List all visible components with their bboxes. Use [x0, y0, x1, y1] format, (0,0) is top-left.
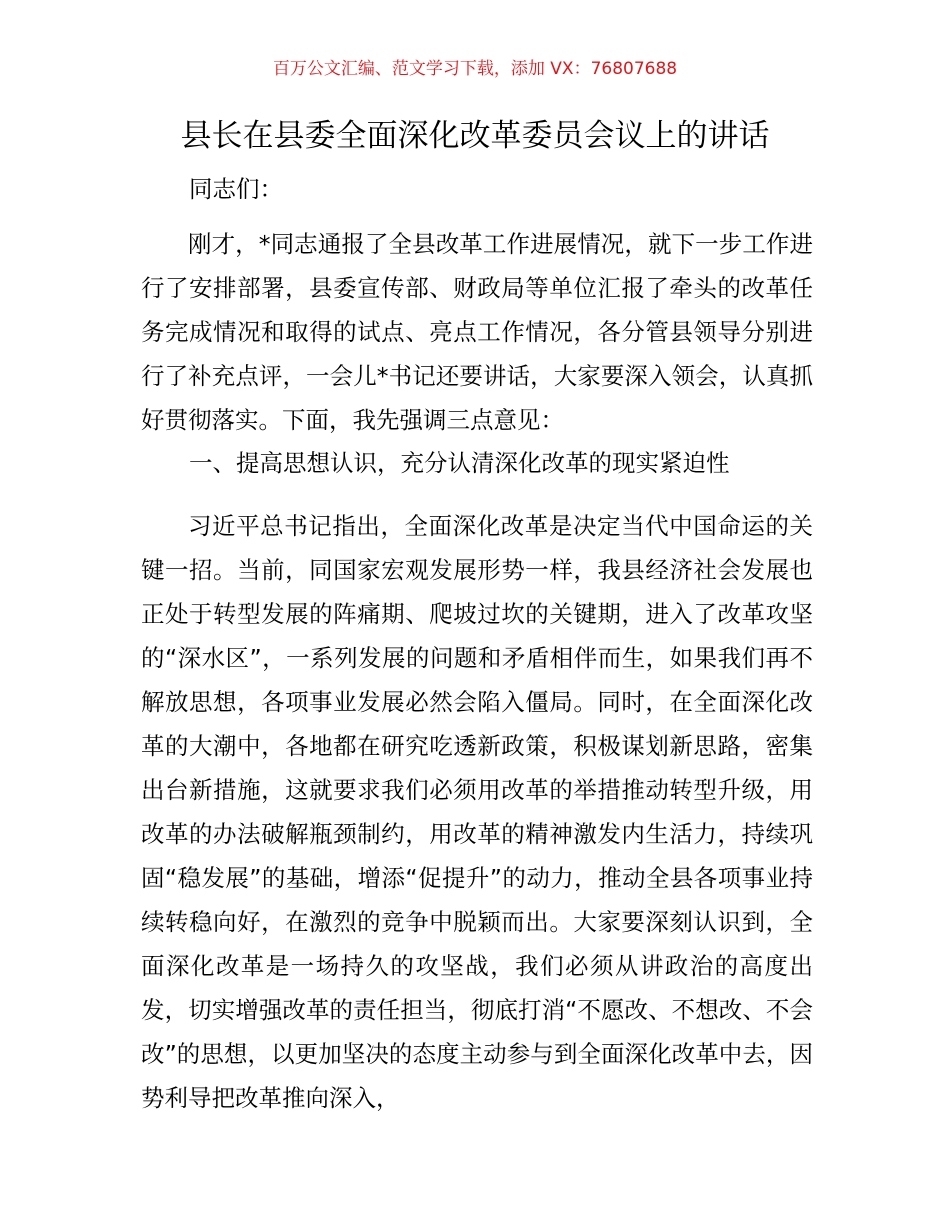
greeting: 同志们：	[189, 175, 283, 203]
paragraph: 习近平总书记指出，全面深化改革是决定当代中国命运的关键一招。当前，同国家宏观发展形势一样，我县经济社会发展也正处于转型发展的阵痛期、爬坡过坎的关键期，进入了改革攻坚的“深水区”，一系列发展的问题和矛盾相伴而生，如果我们再不解放思想，各项事业发展必然会陷入僵局。同时，在全面深化改革的大潮中，各地都在研究吃透新政策，积极谋划新思路，密集出台新措施，这就要求我们必须用改革的举措推动转型升级，用改革的办法破解瓶颈制约，用改革的精神激发内生活力，持续巩固“稳发展”的基础，增添“促提升”的动力，推动全县各项事业持续转稳向好，在激烈的竞争中脱颖而出。大家要深刻认识到，全面深化改革是一场持久的攻坚战，我们必须从讲政治的高度出发，切实增强改革的责任担当，彻底打消“不愿改、不想改、不会改”的思想，以更加坚决的态度主动参与到全面深化改革中去，因势利导把改革推向深入，	[141, 512, 813, 1112]
section-heading: 一、提高思想认识，充分认清深化改革的现实紧迫性	[189, 449, 730, 477]
watermark-header: 百万公文汇编、范文学习下载，添加 VX：76807688	[272, 59, 678, 79]
document-title: 县长在县委全面深化改革委员会议上的讲话	[180, 118, 770, 154]
body-section-intro	[141, 222, 813, 442]
body-section-1	[141, 504, 813, 1120]
paragraph: 刚才，*同志通报了全县改革工作进展情况，就下一步工作进行了安排部署，县委宣传部、财政局等单位汇报了牵头的改革任务完成情况和取得的试点、亮点工作情况，各分管县领导分别进行了补充点评，一会儿*书记还要讲话，大家要深入领会，认真抓好贯彻落实。下面，我先强调三点意见：	[141, 230, 813, 434]
